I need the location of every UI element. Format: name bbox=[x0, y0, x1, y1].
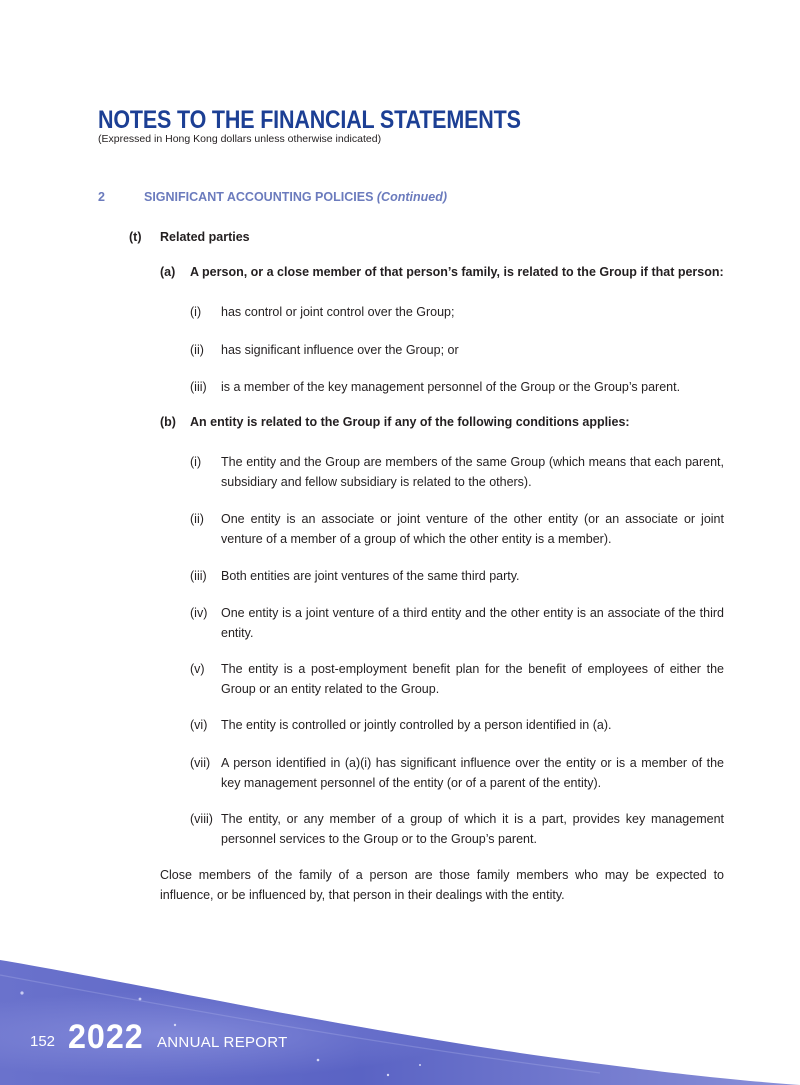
part-a-number: (a) bbox=[160, 265, 176, 279]
list-item-text: The entity is controlled or jointly controlled by a person identified in (a). bbox=[221, 718, 612, 732]
list-item-text: Both entities are joint ventures of the same third party. bbox=[221, 569, 520, 583]
footer-wave-decoration bbox=[0, 935, 800, 1085]
section-continued: (Continued) bbox=[376, 190, 448, 204]
list-item bbox=[190, 377, 724, 397]
list-item-text: has control or joint control over the Group; bbox=[221, 305, 455, 319]
list-item-number: (iii) bbox=[190, 380, 207, 394]
list-item-number: (i) bbox=[190, 305, 202, 319]
page-title: NOTES TO THE FINANCIAL STATEMENTS bbox=[98, 106, 521, 134]
part-a-heading bbox=[160, 265, 724, 279]
list-item-text: The entity and the Group are members of the same Group (which means that each parent, subsidiary and fellow subsidiary is related to the others). bbox=[221, 455, 724, 489]
part-a-text: A person, or a close member of that person’s family, is related to the Group if that person: bbox=[190, 265, 724, 279]
list-item bbox=[190, 302, 724, 322]
list-item-number: (v) bbox=[190, 662, 205, 676]
list-item-text: One entity is a joint venture of a third entity and the other entity is an associate of the third entity. bbox=[221, 606, 724, 640]
list-item bbox=[190, 659, 724, 699]
list-item-text: The entity, or any member of a group of which it is a part, provides key management personnel services to the Group or to the Group’s parent. bbox=[221, 812, 724, 846]
list-item bbox=[190, 452, 724, 492]
list-item bbox=[190, 340, 724, 360]
list-item-text: A person identified in (a)(i) has significant influence over the entity or is a member of the key management personnel of the entity (or of a parent of the entity). bbox=[221, 756, 724, 790]
subsection-number: (t) bbox=[129, 230, 142, 244]
closing-paragraph: Close members of the family of a person are those family members who may be expected to influence, or be influenced by, that person in their dealings with the entity. bbox=[160, 868, 724, 902]
list-item-number: (ii) bbox=[190, 343, 204, 357]
list-item-number: (i) bbox=[190, 455, 202, 469]
page-subtitle: (Expressed in Hong Kong dollars unless otherwise indicated) bbox=[98, 133, 382, 145]
section-number: 2 bbox=[98, 190, 105, 204]
list-item bbox=[190, 753, 724, 793]
section-heading bbox=[98, 190, 447, 204]
report-label: ANNUAL REPORT bbox=[157, 1034, 288, 1051]
list-item-number: (iv) bbox=[190, 606, 208, 620]
list-item-number: (vi) bbox=[190, 718, 208, 732]
part-b-text: An entity is related to the Group if any of the following conditions applies: bbox=[190, 415, 630, 429]
list-item-number: (iii) bbox=[190, 569, 207, 583]
list-item-text: has significant influence over the Group; or bbox=[221, 343, 459, 357]
section-title: SIGNIFICANT ACCOUNTING POLICIES bbox=[144, 190, 374, 204]
list-item bbox=[190, 566, 724, 586]
list-item-text: is a member of the key management personnel of the Group or the Group’s parent. bbox=[221, 380, 681, 394]
list-item bbox=[190, 509, 724, 549]
list-item-text: One entity is an associate or joint venture of the other entity (or an associate or joint venture of a member of a group of which the other entity is a member). bbox=[221, 512, 724, 546]
list-item-number: (ii) bbox=[190, 512, 204, 526]
list-item-text: The entity is a post-employment benefit plan for the benefit of employees of either the Group or an entity related to the Group. bbox=[221, 662, 724, 696]
subsection-title: Related parties bbox=[160, 230, 250, 244]
list-item-number: (vii) bbox=[190, 756, 211, 770]
part-b-heading bbox=[160, 415, 630, 429]
subsection-heading bbox=[129, 230, 250, 244]
list-item bbox=[190, 603, 724, 643]
list-item bbox=[190, 715, 724, 735]
list-item-number: (viii) bbox=[190, 812, 213, 826]
report-year: 2022 bbox=[68, 1018, 144, 1056]
page-number: 152 bbox=[30, 1033, 56, 1050]
part-b-number: (b) bbox=[160, 415, 176, 429]
list-item bbox=[190, 809, 724, 849]
